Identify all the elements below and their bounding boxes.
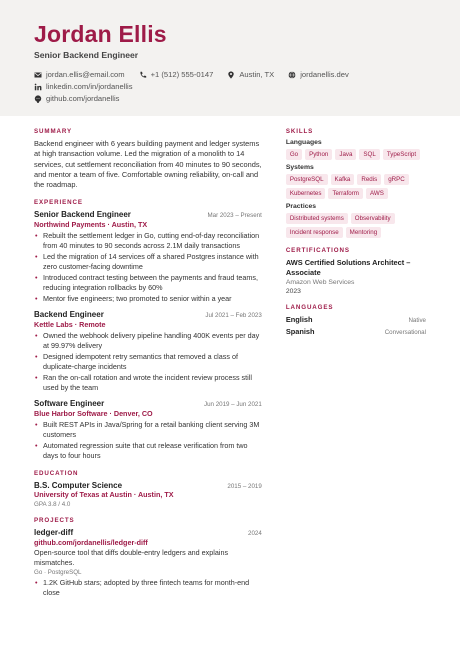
website-text: jordanellis.dev <box>300 70 349 79</box>
project-link[interactable]: github.com/jordanellis/ledger-diff <box>34 538 148 548</box>
skill-tag: AWS <box>366 188 388 199</box>
skill-tag: Distributed systems <box>286 213 348 224</box>
github-text: github.com/jordanellis <box>46 94 120 103</box>
skill-tag: Redis <box>357 174 381 185</box>
job-bullet: • Led the migration of 14 services off a shared Postgres instance with zero customer-facing downtime <box>34 252 262 272</box>
job-bullet: • Designed idempotent retry semantics that removed a class of duplicate-charge incidents <box>34 352 262 372</box>
certifications-heading: CERTIFICATIONS <box>285 247 350 254</box>
education-dates: 2015 – 2019 <box>227 483 262 491</box>
skill-group-label: Practices <box>285 203 317 210</box>
candidate-name: Jordan Ellis <box>34 21 167 47</box>
job-bullets <box>34 231 262 304</box>
language-level: Conversational <box>384 329 426 336</box>
language-row <box>286 327 426 336</box>
skill-tag: Incident response <box>286 227 343 238</box>
skill-tag: gRPC <box>384 174 409 185</box>
skill-tag: SQL <box>359 149 379 160</box>
education-section <box>34 470 262 508</box>
phone-text: +1 (512) 555-0147 <box>150 70 214 79</box>
skill-tag: Go <box>286 149 302 160</box>
skill-tag: Kubernetes <box>286 188 326 199</box>
contact-linkedin[interactable] <box>34 82 133 91</box>
projects-section <box>34 517 262 598</box>
phone-icon <box>139 71 147 79</box>
certification-name: AWS Certified Solutions Architect – Associate <box>285 258 411 277</box>
job-entry <box>34 210 262 304</box>
job-bullets <box>34 420 262 461</box>
education-heading: EDUCATION <box>34 470 79 478</box>
job-bullet: • Rebuilt the settlement ledger in Go, cutting end-of-day reconciliation from 40 minutes to 90 seconds across 2.1M daily transactions <box>34 231 262 251</box>
project-year: 2024 <box>248 530 262 538</box>
job-entry <box>34 399 262 461</box>
job-bullets <box>34 331 262 393</box>
job-dates: Mar 2023 – Present <box>207 212 262 220</box>
linkedin-icon <box>34 83 42 91</box>
school-name: University of Texas at Austin · Austin, TX <box>34 490 174 500</box>
skills-heading: SKILLS <box>285 128 314 135</box>
job-bullet: • Built REST APIs in Java/Spring for a retail banking client serving 3M customers <box>34 420 262 440</box>
job-bullet: • Automated regression suite that cut release verification from two days to four hours <box>34 441 262 461</box>
language-name: English <box>285 315 313 324</box>
resume-header <box>0 0 460 116</box>
skill-tag: Mentoring <box>346 227 382 238</box>
main-column <box>34 128 262 599</box>
summary-section <box>34 128 262 190</box>
experience-heading: EXPERIENCE <box>34 199 83 207</box>
linkedin-text: linkedin.com/in/jordanellis <box>46 82 133 91</box>
languages-heading: LANGUAGES <box>285 304 334 311</box>
side-column <box>286 128 426 599</box>
location-icon <box>227 71 235 79</box>
summary-text: Backend engineer with 6 years building payment and ledger systems at high transaction volume. Led the migration of a monolith to 14 services, cut settlement reconciliation from 40 minutes to 90 seconds, and mentor a team of five. Comfortable owning reliability, on-call and the roadmap. <box>34 139 262 190</box>
job-bullet: • Owned the webhook delivery pipeline handling 400K events per day at 99.97% delivery <box>34 331 262 351</box>
skill-tag: PostgreSQL <box>286 174 328 185</box>
location-text: Austin, TX <box>239 70 275 79</box>
project-bullets <box>34 578 262 598</box>
job-company: Blue Harbor Software · Denver, CO <box>34 409 153 419</box>
job-bullet: • Ran the on-call rotation and wrote the incident review process still used by the team <box>34 373 262 393</box>
project-bullet: • 1.2K GitHub stars; adopted by three fintech teams for month-end close <box>34 578 262 598</box>
skill-tag: Python <box>305 149 332 160</box>
project-tech: Go · PostgreSQL <box>34 569 82 577</box>
project-description: Open-source tool that diffs double-entry ledgers and explains mismatches. <box>34 548 229 568</box>
language-row <box>286 315 426 324</box>
contact-github[interactable] <box>34 94 434 103</box>
certification-year: 2023 <box>285 288 301 295</box>
gpa-text: GPA 3.8 / 4.0 <box>34 501 71 509</box>
skill-group-label: Systems <box>285 164 314 171</box>
contact-website[interactable] <box>288 70 349 79</box>
skill-tags <box>286 149 426 160</box>
skill-tag: Terraform <box>328 188 362 199</box>
job-bullet: • Introduced contract testing between the payments and fraud teams, reducing integration rollbacks by 60% <box>34 273 262 293</box>
email-text: jordan.ellis@email.com <box>46 70 125 79</box>
contact-location <box>227 70 274 79</box>
skill-tag: Observability <box>351 213 395 224</box>
job-title: Backend Engineer <box>34 310 104 320</box>
skill-tag: TypeScript <box>383 149 420 160</box>
certification-issuer: Amazon Web Services <box>285 279 355 286</box>
skills-section <box>286 128 426 238</box>
job-title: Senior Backend Engineer <box>34 210 131 220</box>
job-company: Kettle Labs · Remote <box>34 320 106 330</box>
resume-body <box>0 128 460 599</box>
job-dates: Jul 2021 – Feb 2023 <box>205 312 262 320</box>
degree-title: B.S. Computer Science <box>34 481 123 491</box>
job-entry <box>34 310 262 393</box>
job-title: Software Engineer <box>34 399 105 409</box>
skill-tags <box>286 213 426 238</box>
skill-tags <box>286 174 426 199</box>
summary-heading: SUMMARY <box>34 128 73 135</box>
contact-phone[interactable] <box>139 70 214 79</box>
certifications-section <box>286 247 426 295</box>
experience-section <box>34 199 262 461</box>
language-name: Spanish <box>285 327 315 336</box>
skill-group-label: Languages <box>285 139 322 146</box>
globe-icon <box>288 71 296 79</box>
job-company: Northwind Payments · Austin, TX <box>34 220 148 230</box>
github-icon <box>34 95 42 103</box>
job-dates: Jun 2019 – Jun 2021 <box>204 401 262 409</box>
language-level: Native <box>408 317 426 324</box>
contact-list <box>34 70 434 103</box>
languages-section <box>286 304 426 336</box>
skill-tag: Kafka <box>331 174 355 185</box>
contact-email[interactable] <box>34 70 125 79</box>
candidate-headline: Senior Backend Engineer <box>34 50 139 60</box>
project-name: ledger-diff <box>34 528 74 538</box>
skill-tag: Java <box>335 149 356 160</box>
email-icon <box>34 71 42 79</box>
projects-heading: PROJECTS <box>34 517 75 525</box>
job-bullet: • Mentor five engineers; two promoted to senior within a year <box>34 294 262 304</box>
